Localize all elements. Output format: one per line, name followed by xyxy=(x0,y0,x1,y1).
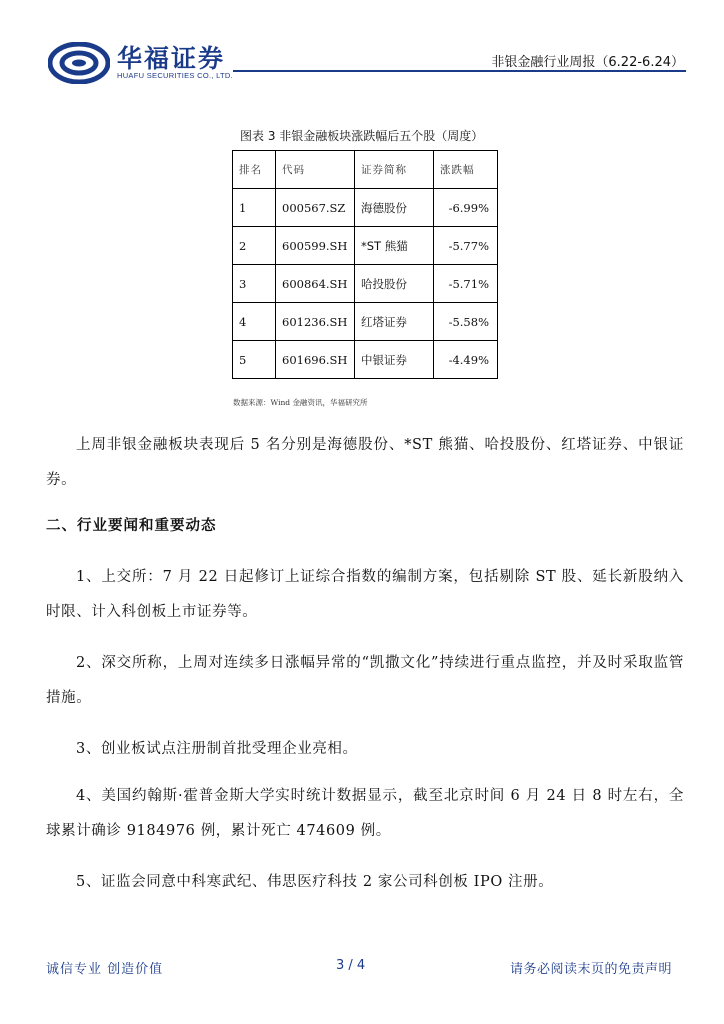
cell-change: -5.71% xyxy=(434,265,498,303)
column-header-rank: 排名 xyxy=(233,151,276,189)
brand-name-cn: 华福证券 xyxy=(117,44,226,73)
figure-title: 图表 3 非银金融板块涨跌幅后五个股（周度） xyxy=(240,129,484,143)
table-row xyxy=(233,189,498,227)
table-row xyxy=(233,265,498,303)
cell-change: -6.99% xyxy=(434,189,498,227)
header-divider xyxy=(233,70,686,72)
cell-code: 000567.SZ xyxy=(276,189,355,227)
cell-rank: 2 xyxy=(233,227,276,265)
news-item-2: 2、深交所称，上周对连续多日涨幅异常的“凯撒文化”持续进行重点监控，并及时采取监管措施。 xyxy=(46,655,684,706)
cell-code: 600864.SH xyxy=(276,265,355,303)
table-row xyxy=(233,341,498,379)
cell-rank: 4 xyxy=(233,303,276,341)
table-row xyxy=(233,303,498,341)
column-header-name: 证券简称 xyxy=(355,151,434,189)
cell-code: 601236.SH xyxy=(276,303,355,341)
footer-slogan: 诚信专业 创造价值 xyxy=(46,962,164,977)
table-row xyxy=(233,227,498,265)
news-item-5: 5、证监会同意中科寒武纪、伟思医疗科技 2 家公司科创板 IPO 注册。 xyxy=(76,874,554,890)
cell-code: 601696.SH xyxy=(276,341,355,379)
cell-rank: 1 xyxy=(233,189,276,227)
cell-code: 600599.SH xyxy=(276,227,355,265)
brand-name-en: HUAFU SECURITIES CO., LTD. xyxy=(117,71,234,80)
summary-paragraph: 上周非银金融板块表现后 5 名分别是海德股份、*ST 熊猫、哈投股份、红塔证券、中银证券。 xyxy=(46,437,684,488)
cell-change: -5.58% xyxy=(434,303,498,341)
cell-name: 哈投股份 xyxy=(355,265,434,303)
news-item-4: 4、美国约翰斯·霍普金斯大学实时统计数据显示，截至北京时间 6 月 24 日 8 时左右，全球累计确诊 9184976 例，累计死亡 474609 例。 xyxy=(46,788,684,839)
figure-source: 数据来源：Wind 金融资讯，华福研究所 xyxy=(233,398,368,407)
cell-name: 红塔证券 xyxy=(355,303,434,341)
cell-name: 海德股份 xyxy=(355,189,434,227)
column-header-code: 代码 xyxy=(276,151,355,189)
cell-rank: 3 xyxy=(233,265,276,303)
table-header-row xyxy=(233,151,498,189)
cell-change: -5.77% xyxy=(434,227,498,265)
column-header-change: 涨跌幅 xyxy=(434,151,498,189)
report-title: 非银金融行业周报（6.22-6.24） xyxy=(491,55,684,70)
cell-change: -4.49% xyxy=(434,341,498,379)
cell-name: 中银证券 xyxy=(355,341,434,379)
huafu-logo-icon xyxy=(48,42,110,84)
bottom-five-stocks-table xyxy=(232,150,498,379)
footer-disclaimer: 请务必阅读末页的免责声明 xyxy=(509,962,672,977)
section-heading: 二、行业要闻和重要动态 xyxy=(46,518,217,534)
page-number: 3 / 4 xyxy=(336,958,366,973)
cell-name: *ST 熊猫 xyxy=(355,227,434,265)
cell-rank: 5 xyxy=(233,341,276,379)
news-item-1: 1、上交所：7 月 22 日起修订上证综合指数的编制方案，包括剔除 ST 股、延长新股纳入时限、计入科创板上市证券等。 xyxy=(46,569,684,620)
news-item-3: 3、创业板试点注册制首批受理企业亮相。 xyxy=(76,741,358,757)
